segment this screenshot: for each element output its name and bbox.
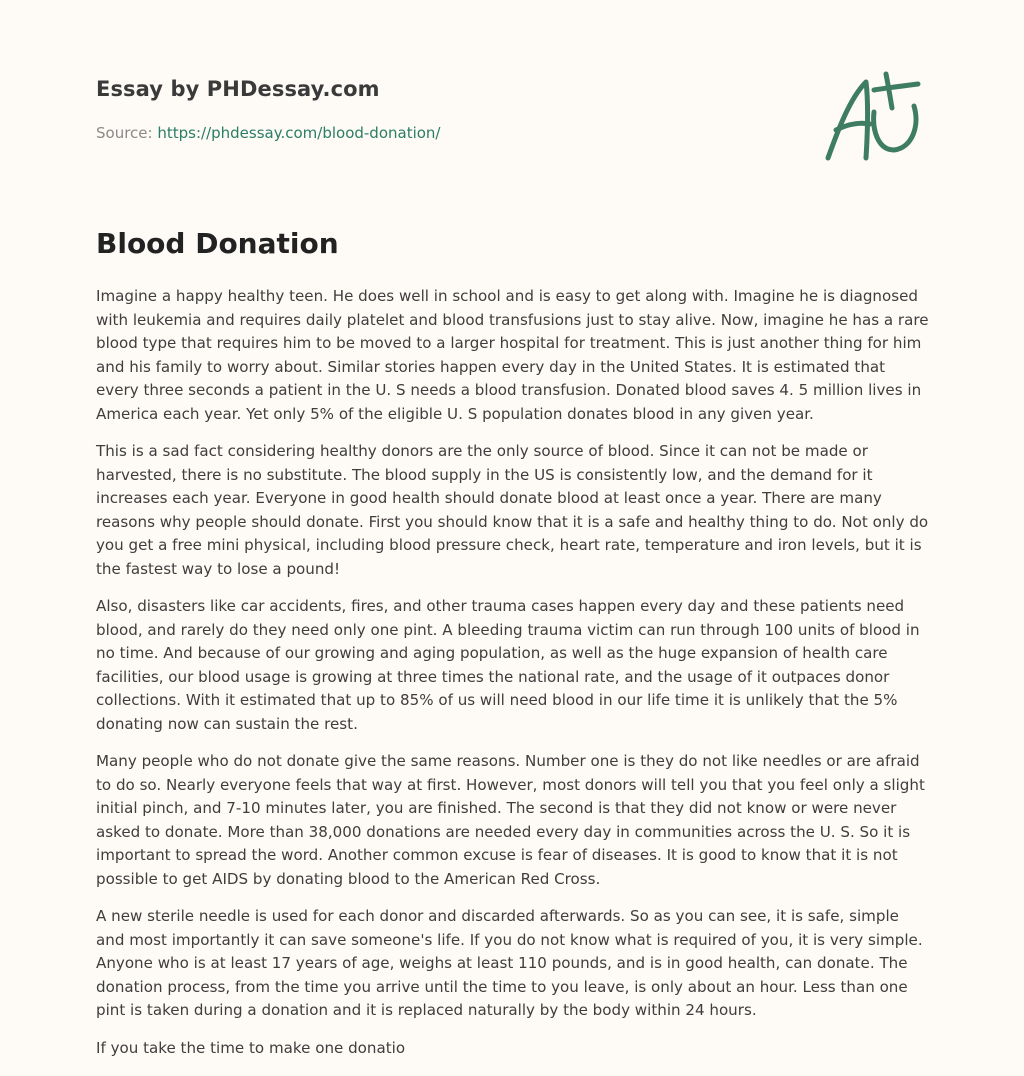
- essay-paragraph: If you take the time to make one donatio: [96, 1038, 406, 1057]
- essay-header: [96, 0, 931, 200]
- essay-paragraph: Imagine a happy healthy teen. He does well in school and is easy to get along with. Imagine he is diagnosed with leukemia and requires daily platelet and blood transfusions just to stay alive. Now, imagine he has a rare blood type that requires him to be moved to a larger hospital for treatment. This is just another thing for him and his family to worry about. Similar stories happen every day in the United States. It is estimated that every three seconds a patient in the U. S needs a blood transfusion. Donated blood saves 4. 5 million lives in America each year. Yet only 5% of the eligible U. S population donates blood in any given year.: [96, 287, 929, 423]
- essay-title: Blood Donation: [96, 227, 339, 260]
- a-plus-grade-icon: [822, 68, 926, 164]
- source-label: Source:: [96, 124, 153, 142]
- essay-paragraph: A new sterile needle is used for each donor and discarded afterwards. So as you can see, it is safe, simple and most importantly it can save someone's life. If you do not know what is required of you, it is very simple. Anyone who is at least 17 years of age, weighs at least 110 pounds, and is in good health, can donate. The donation process, from the time you arrive until the time to you leave, is only about an hour. Less than one pint is taken during a donation and it is replaced naturally by the body within 24 hours.: [96, 907, 923, 1019]
- brand-title: Essay by PHDessay.com: [96, 77, 380, 101]
- source-link[interactable]: https://phdessay.com/blood-donation/: [157, 124, 441, 142]
- essay-paragraph: Many people who do not donate give the same reasons. Number one is they do not like needles or are afraid to do so. Nearly everyone feels that way at first. However, most donors will tell you that you feel only a slight initial pinch, and 7-10 minutes later, you are finished. The second is that they did not know or were never asked to donate. More than 38,000 donations are needed every day in communities across the U. S. So it is important to spread the word. Another common excuse is fear of diseases. It is good to know that it is not possible to get AIDS by donating blood to the American Red Cross.: [96, 752, 925, 888]
- essay-page: [96, 0, 931, 1057]
- source-line: [96, 124, 440, 142]
- essay-paragraph: Also, disasters like car accidents, fires, and other trauma cases happen every day and these patients need blood, and rarely do they need only one pint. A bleeding trauma victim can run through 100 units of blood in no time. And because of our growing and aging population, as well as the huge expansion of health care facilities, our blood usage is growing at three times the national rate, and the usage of it outpaces donor collections. With it estimated that up to 85% of us will need blood in our life time it is unlikely that the 5% donating now can sustain the rest.: [96, 597, 920, 733]
- essay-paragraph: This is a sad fact considering healthy donors are the only source of blood. Since it can not be made or harvested, there is no substitute. The blood supply in the US is consistently low, and the demand for it increases each year. Everyone in good health should donate blood at least once a year. There are many reasons why people should donate. First you should know that it is a safe and healthy thing to do. Not only do you get a free mini physical, including blood pressure check, heart rate, temperature and iron levels, but it is the fastest way to lose a pound!: [96, 442, 929, 578]
- essay-body: [96, 285, 931, 1074]
